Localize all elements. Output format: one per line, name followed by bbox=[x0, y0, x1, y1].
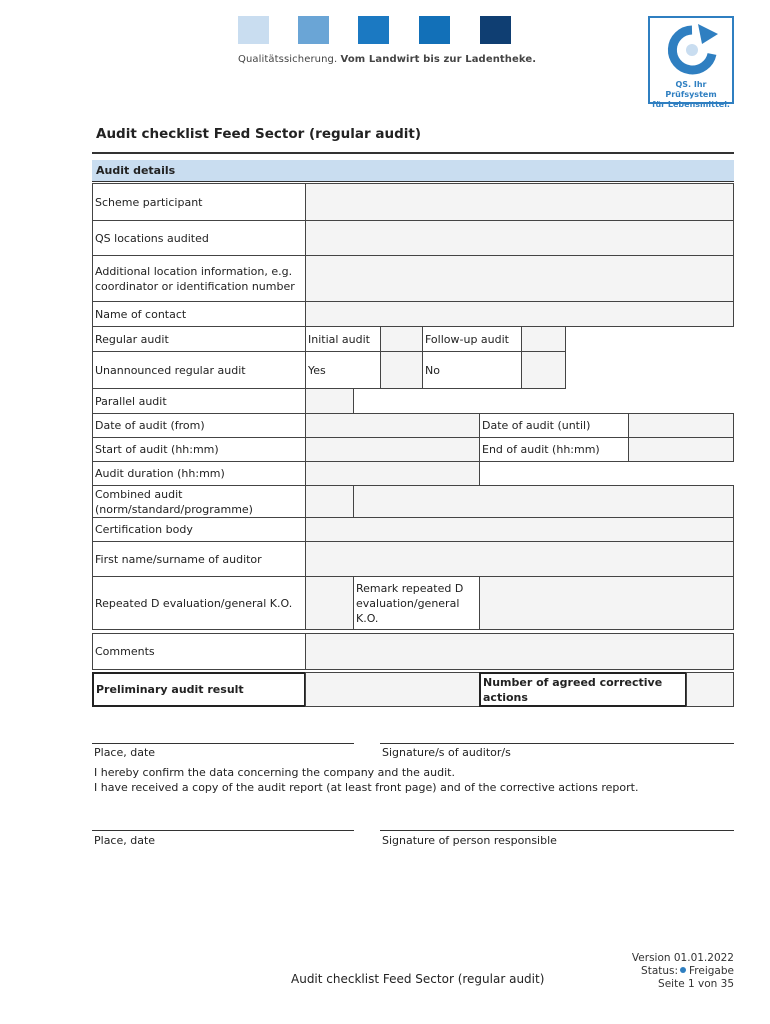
input-comments[interactable] bbox=[305, 633, 734, 670]
label-initial-audit: Initial audit bbox=[305, 326, 381, 352]
confirm-text-1: I hereby confirm the data concerning the company and the audit. bbox=[94, 766, 455, 779]
title-divider bbox=[92, 152, 734, 154]
label-certification-body: Certification body bbox=[92, 517, 306, 542]
checkbox-repeated-d[interactable] bbox=[305, 576, 354, 630]
label-scheme-participant: Scheme participant bbox=[92, 183, 306, 221]
input-audit-duration[interactable] bbox=[305, 461, 480, 486]
status-dot-icon bbox=[680, 967, 686, 973]
footer-status-label: Status: bbox=[641, 965, 679, 977]
label-qs-locations: QS locations audited bbox=[92, 220, 306, 256]
qs-logo bbox=[648, 16, 734, 109]
label-combined-audit: Combined audit (norm/standard/programme) bbox=[92, 485, 306, 518]
footer-version: Version 01.01.2022 bbox=[631, 952, 734, 964]
responsible-signature-label: Signature of person responsible bbox=[382, 834, 557, 847]
tagline-bold: Vom Landwirt bis zur Ladentheke. bbox=[340, 54, 537, 65]
label-corrective-actions: Number of agreed corrective actions bbox=[479, 672, 687, 707]
footer-status-value: Freigabe bbox=[689, 965, 734, 977]
input-certification-body[interactable] bbox=[305, 517, 734, 542]
input-additional-location[interactable] bbox=[305, 255, 734, 302]
place-date-label-2: Place, date bbox=[94, 834, 156, 847]
brand-square-4 bbox=[419, 16, 450, 44]
label-no: No bbox=[422, 351, 522, 389]
input-name-of-contact[interactable] bbox=[305, 301, 734, 327]
input-scheme-participant[interactable] bbox=[305, 183, 734, 221]
input-date-until[interactable] bbox=[628, 413, 734, 438]
label-date-until: Date of audit (until) bbox=[479, 413, 629, 438]
checkbox-no[interactable] bbox=[521, 351, 566, 389]
label-start-of-audit: Start of audit (hh:mm) bbox=[92, 437, 306, 462]
input-combined-audit[interactable] bbox=[353, 485, 734, 518]
qs-logo-line1: QS. Ihr Prüfsystem bbox=[665, 80, 717, 99]
section-header-label: Audit details bbox=[96, 164, 176, 177]
label-unannounced-audit: Unannounced regular audit bbox=[92, 351, 306, 389]
brand-square-3 bbox=[358, 16, 389, 44]
brand-square-1 bbox=[238, 16, 269, 44]
qs-logo-text bbox=[650, 80, 732, 110]
footer-meta bbox=[632, 952, 734, 991]
label-auditor-name: First name/surname of auditor bbox=[92, 541, 306, 577]
signature-line-auditor bbox=[380, 743, 734, 744]
checkbox-initial-audit[interactable] bbox=[380, 326, 423, 352]
brand-square-5 bbox=[480, 16, 511, 44]
checkbox-parallel-audit[interactable] bbox=[305, 388, 354, 414]
qs-logo-line2: für Lebensmittel. bbox=[652, 100, 730, 109]
auditor-signature-label: Signature/s of auditor/s bbox=[382, 746, 511, 759]
place-date-label-1: Place, date bbox=[94, 746, 156, 759]
brand-square-2 bbox=[298, 16, 329, 44]
label-regular-audit: Regular audit bbox=[92, 326, 306, 352]
label-comments: Comments bbox=[92, 633, 306, 670]
confirm-text-2: I have received a copy of the audit report (at least front page) and of the corrective actions report. bbox=[94, 781, 639, 794]
signature-line-responsible bbox=[380, 830, 734, 831]
footer-title: Audit checklist Feed Sector (regular audit) bbox=[291, 972, 545, 986]
input-remark-repeated-d[interactable] bbox=[479, 576, 734, 630]
label-end-of-audit: End of audit (hh:mm) bbox=[479, 437, 629, 462]
qs-refresh-icon bbox=[662, 24, 722, 76]
tagline-plain: Qualitätssicherung. bbox=[238, 54, 341, 65]
footer-page: Seite 1 von 35 bbox=[658, 978, 734, 990]
brand-tagline bbox=[238, 54, 536, 65]
label-yes: Yes bbox=[305, 351, 381, 389]
label-repeated-d: Repeated D evaluation/general K.O. bbox=[92, 576, 306, 630]
section-header bbox=[92, 160, 734, 182]
label-name-of-contact: Name of contact bbox=[92, 301, 306, 327]
document-title: Audit checklist Feed Sector (regular audit) bbox=[96, 126, 422, 142]
signature-line-place-date-1 bbox=[92, 743, 354, 744]
input-preliminary-result[interactable] bbox=[305, 672, 480, 707]
label-parallel-audit: Parallel audit bbox=[92, 388, 306, 414]
input-auditor-name[interactable] bbox=[305, 541, 734, 577]
input-end-of-audit[interactable] bbox=[628, 437, 734, 462]
label-preliminary-result: Preliminary audit result bbox=[92, 672, 306, 707]
input-qs-locations[interactable] bbox=[305, 220, 734, 256]
label-additional-location: Additional location information, e.g. coordinator or identification number bbox=[92, 255, 306, 302]
input-start-of-audit[interactable] bbox=[305, 437, 480, 462]
label-date-from: Date of audit (from) bbox=[92, 413, 306, 438]
input-corrective-actions[interactable] bbox=[686, 672, 734, 707]
checkbox-follow-up-audit[interactable] bbox=[521, 326, 566, 352]
label-audit-duration: Audit duration (hh:mm) bbox=[92, 461, 306, 486]
footer-status bbox=[632, 965, 734, 978]
checkbox-yes[interactable] bbox=[380, 351, 423, 389]
checkbox-combined-audit[interactable] bbox=[305, 485, 354, 518]
signature-line-place-date-2 bbox=[92, 830, 354, 831]
brand-color-squares bbox=[238, 16, 512, 44]
input-date-from[interactable] bbox=[305, 413, 480, 438]
label-follow-up-audit: Follow-up audit bbox=[422, 326, 522, 352]
label-remark-repeated-d: Remark repeated D evaluation/general K.O. bbox=[353, 576, 480, 630]
